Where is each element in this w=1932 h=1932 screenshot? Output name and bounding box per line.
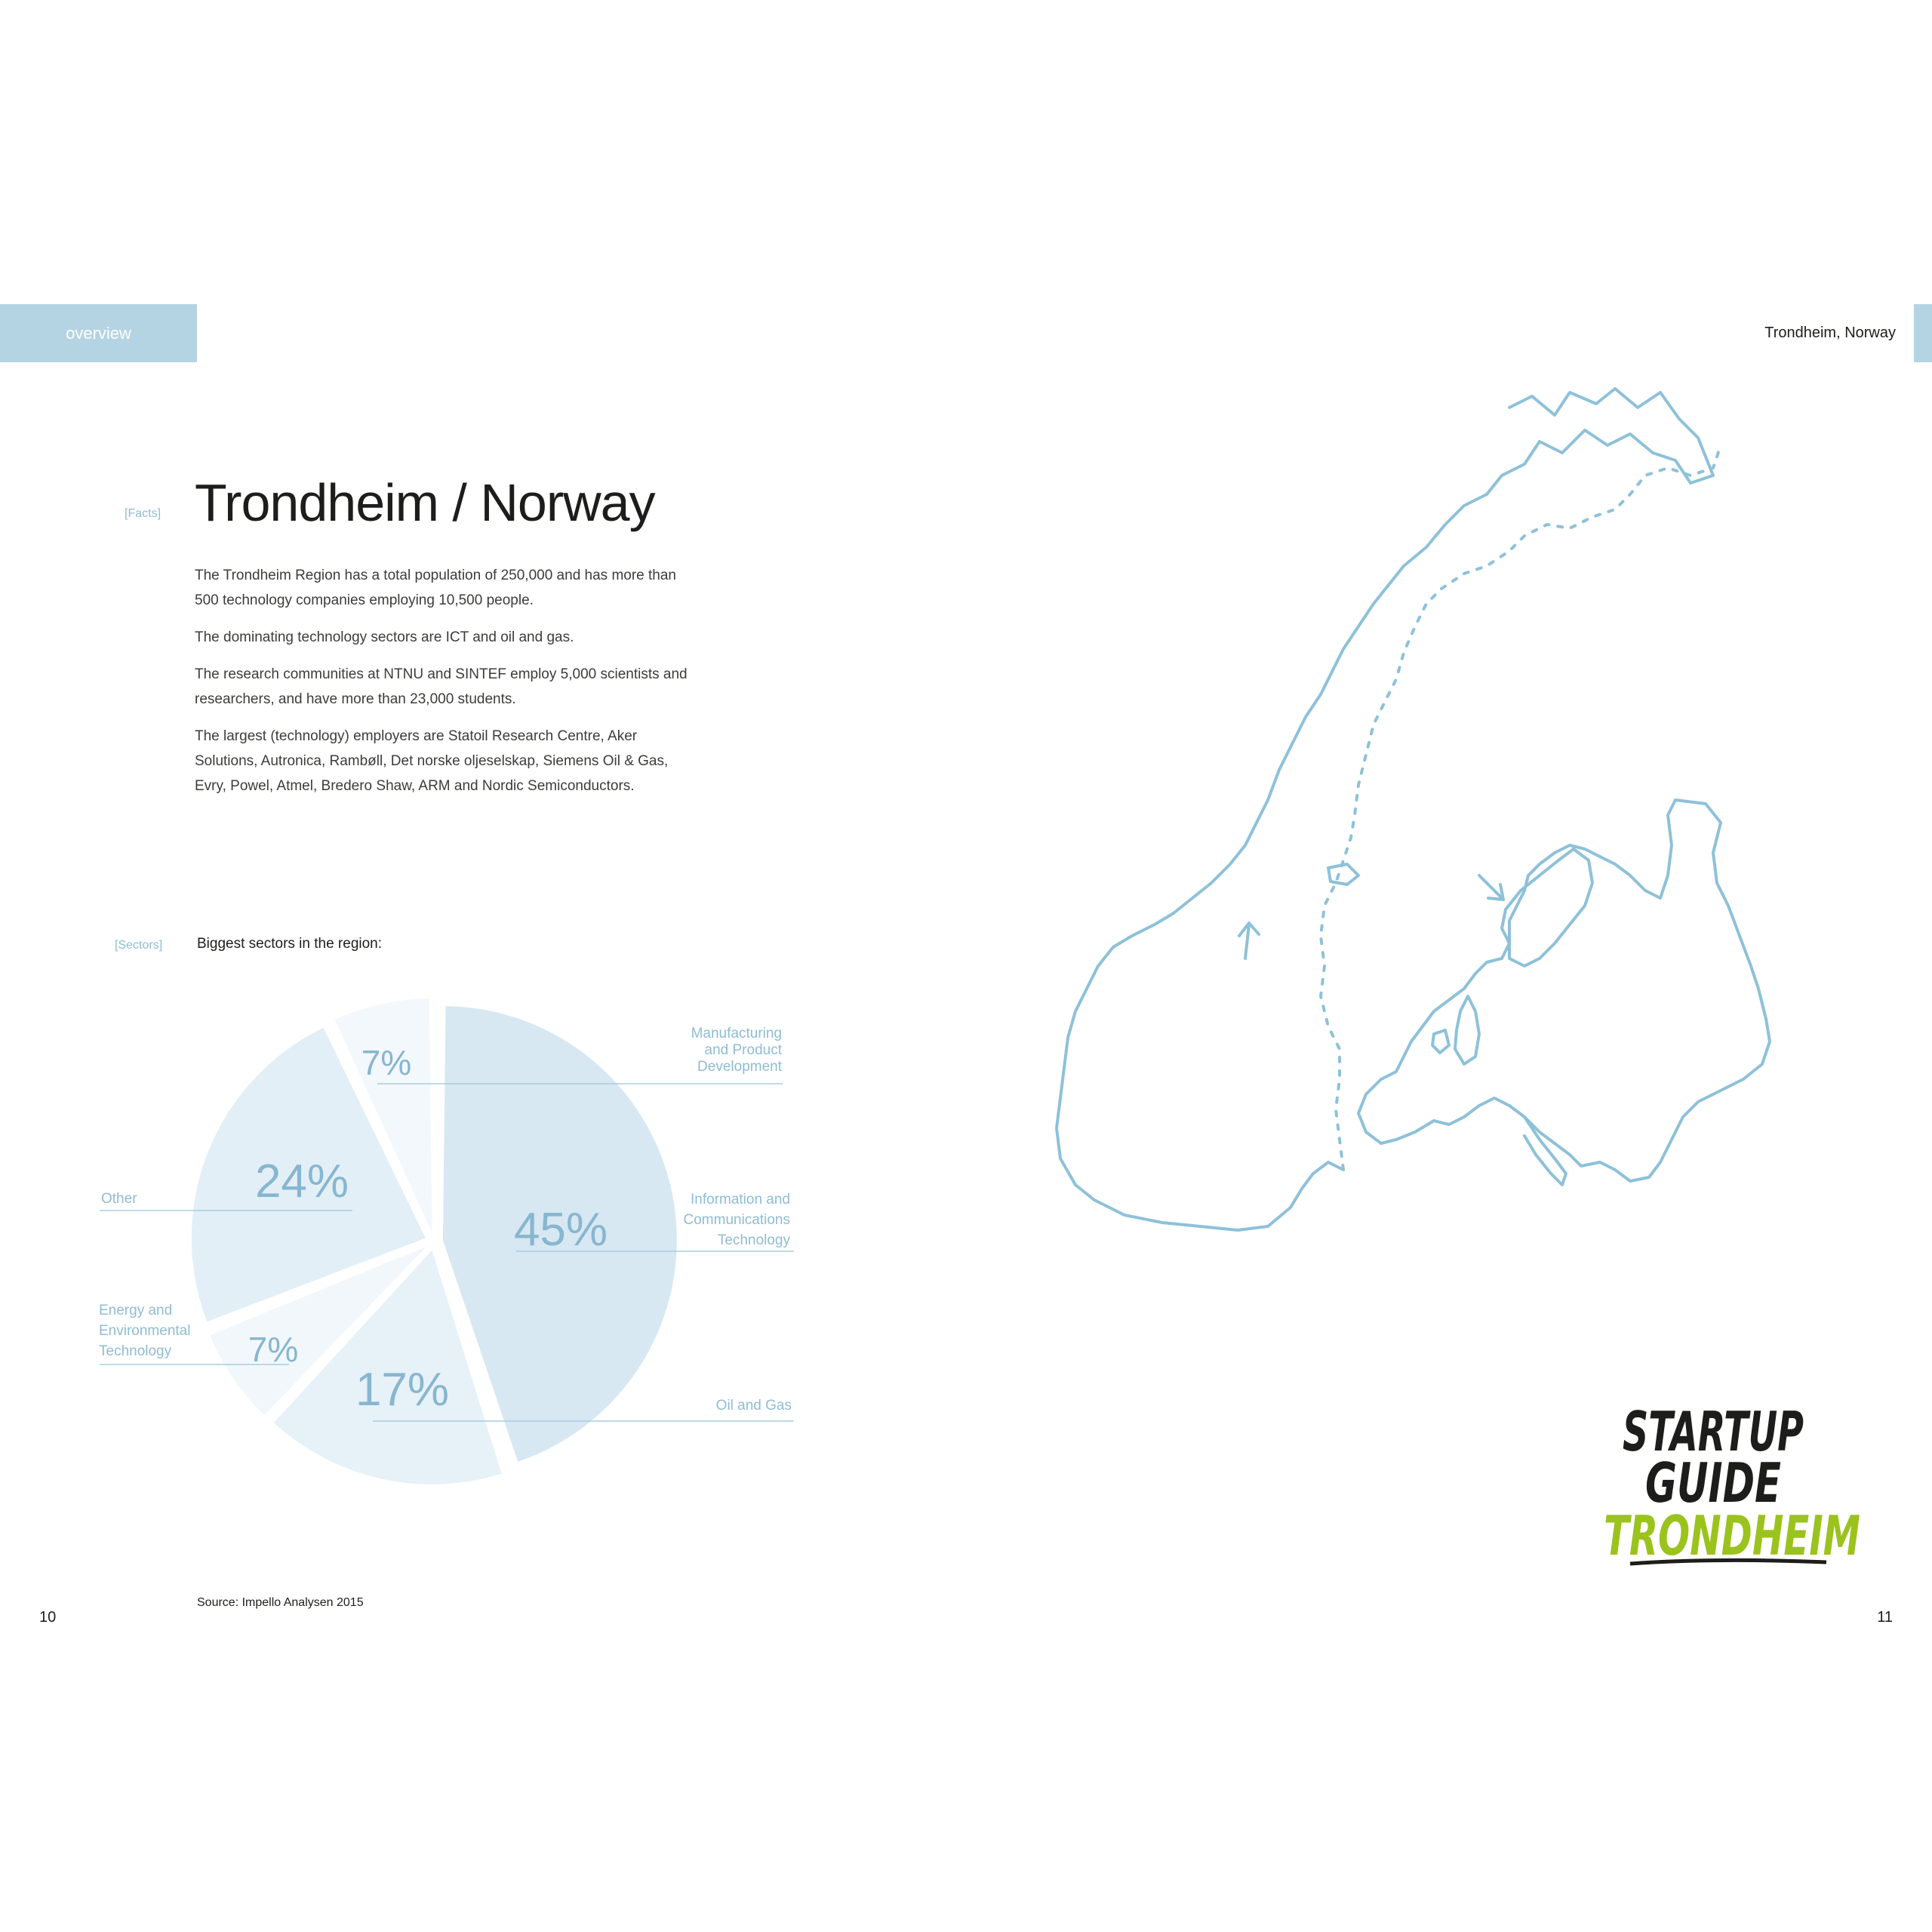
pct-other: 24%: [254, 1155, 349, 1208]
label-energy-1: Energy and: [99, 1303, 173, 1318]
pct-oil: 17%: [355, 1364, 450, 1416]
europe-italy: [1524, 1117, 1566, 1185]
sector-pie-chart: [0, 0, 830, 1509]
europe-iceland: [1328, 864, 1358, 884]
trondheim-arrow: [1239, 923, 1259, 958]
label-energy-2: Environmental: [99, 1323, 191, 1339]
europe-ireland: [1432, 1030, 1449, 1053]
label-ict-3: Technology: [717, 1232, 790, 1248]
facts-paragraph-sectors: The dominating technology sectors are ICT and oil and gas.: [195, 629, 574, 645]
startup-guide-logo: [1600, 1389, 1872, 1585]
pct-manufacturing: 7%: [361, 1043, 412, 1082]
pct-energy: 7%: [248, 1330, 299, 1369]
norway-border: [1321, 445, 1721, 1170]
facts-tag: [Facts]: [125, 507, 162, 520]
sectors-heading: Biggest sectors in the region:: [197, 936, 383, 952]
label-manufacturing-2: and Product: [704, 1042, 782, 1058]
label-ict-2: Communications: [683, 1212, 790, 1228]
label-ict-1: Information and: [690, 1192, 790, 1208]
label-other: Other: [101, 1191, 137, 1207]
map-illustration: [1041, 362, 1834, 1343]
page-number-left: 10: [39, 1609, 57, 1626]
facts-paragraph-population: The Trondheim Region has a total population of 250,000 and has more than 500 technology companies employing 10,500 people.: [195, 568, 676, 608]
pct-ict: 45%: [513, 1204, 608, 1256]
europe-arrow: [1479, 875, 1503, 900]
section-tab-right: [1914, 304, 1932, 362]
label-manufacturing-1: Manufacturing: [691, 1026, 782, 1041]
norway-coastline: [1057, 389, 1713, 1230]
source-note: Source: Impello Analysen 2015: [197, 1596, 364, 1609]
logo-line-startup: STARTUP: [1623, 1400, 1804, 1463]
facts-paragraph-employers: The largest (technology) employers are Statoil Research Centre, Aker Solutions, Autronica, Rambøll, Det norske oljeselskap, Siemens Oil & Gas, Evry, Powel, Atmel, Bredero Shaw, ARM and Nordic Semiconductors.: [195, 728, 669, 794]
label-oil: Oil and Gas: [715, 1398, 792, 1414]
sectors-tag: [Sectors]: [115, 939, 163, 952]
logo-line-guide: GUIDE: [1645, 1451, 1781, 1515]
label-energy-3: Technology: [99, 1343, 172, 1359]
page-number-right: 11: [1877, 1609, 1893, 1626]
page-title: Trondheim / Norway: [195, 473, 655, 532]
facts-paragraph-research: The research communities at NTNU and SINTEF employ 5,000 scientists and researchers, and have more than 23,000 students.: [195, 666, 688, 707]
section-tab: overview: [0, 304, 197, 362]
logo-line-trondheim: TRONDHEIM: [1604, 1504, 1860, 1567]
europe-uk: [1455, 996, 1479, 1064]
running-header: Trondheim, Norway: [1764, 325, 1896, 341]
label-manufacturing-3: Development: [697, 1059, 782, 1075]
